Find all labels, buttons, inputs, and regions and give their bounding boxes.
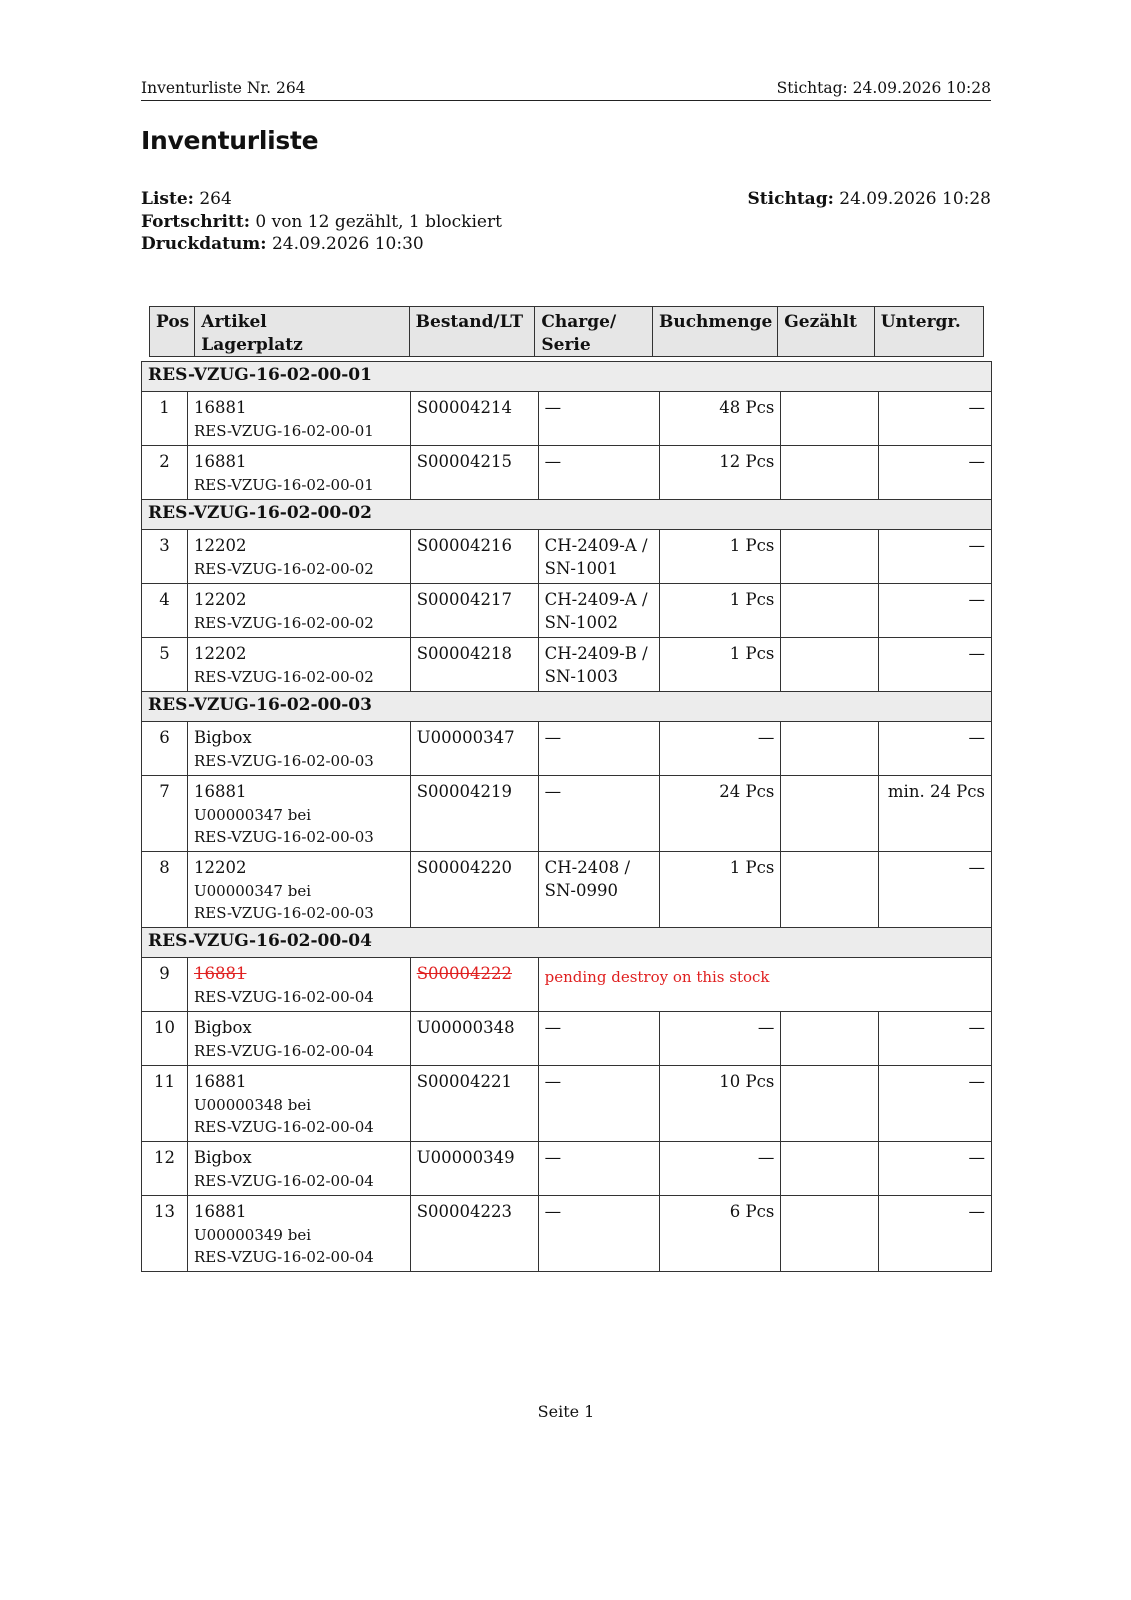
table-row (142, 392, 992, 446)
artikel-number: Bigbox (193, 728, 252, 747)
charge-line: CH-2408 / (544, 858, 631, 877)
inventory-table (141, 361, 992, 1272)
group-location: RES-VZUG-16-02-00-04 (142, 928, 992, 958)
bestand-cell: S00004222 (410, 958, 538, 1012)
pos-cell: 12 (142, 1142, 188, 1196)
artikel-number: 16881 (193, 782, 247, 801)
artikel-number: 12202 (193, 590, 247, 609)
meta-stichtag (748, 188, 991, 211)
gezaehlt-cell[interactable] (781, 1142, 879, 1196)
untergr-cell: — (879, 1012, 992, 1066)
bestand-cell: S00004221 (410, 1066, 538, 1142)
lagerplatz-line: RES-VZUG-16-02-00-03 (193, 828, 374, 846)
col-gezaehlt: Gezählt (778, 307, 874, 357)
charge-cell (538, 530, 659, 584)
charge-line: CH-2409-A / (544, 590, 648, 609)
table-row (142, 958, 992, 1012)
buchmenge-cell: — (659, 1142, 781, 1196)
table-row (142, 584, 992, 638)
artikel-cell (187, 1066, 410, 1142)
lagerplatz-line: RES-VZUG-16-02-00-02 (193, 559, 374, 578)
bestand-cell: U00000348 (410, 1012, 538, 1066)
charge-line: CH-2409-A / (544, 536, 648, 555)
pos-cell: 1 (142, 392, 188, 446)
col-artikel-label: Artikel (201, 312, 267, 332)
lagerplatz-line: U00000348 bei (193, 1095, 312, 1114)
buchmenge-cell: 1 Pcs (659, 530, 781, 584)
charge-line: — (544, 1072, 562, 1091)
buchmenge-cell: 1 Pcs (659, 638, 781, 692)
untergr-cell: — (879, 1142, 992, 1196)
charge-line: — (544, 398, 562, 417)
untergr-cell: — (879, 1196, 992, 1272)
artikel-number: 16881 (193, 1202, 247, 1221)
lagerplatz-line: RES-VZUG-16-02-00-03 (193, 904, 374, 922)
untergr-cell: — (879, 722, 992, 776)
artikel-cell (187, 776, 410, 852)
artikel-cell (187, 530, 410, 584)
pos-cell: 8 (142, 852, 188, 928)
table-row (142, 530, 992, 584)
pos-cell: 11 (142, 1066, 188, 1142)
artikel-number: 12202 (193, 536, 247, 555)
charge-cell (538, 446, 659, 500)
col-buchmenge: Buchmenge (652, 307, 777, 357)
page-number: Seite 1 (537, 1402, 595, 1421)
header-list-number: Inventurliste Nr. 264 (141, 79, 306, 97)
artikel-cell (187, 392, 410, 446)
bestand-cell: S00004216 (410, 530, 538, 584)
bestand-cell: U00000347 (410, 722, 538, 776)
charge-line: — (544, 728, 562, 747)
lagerplatz-line: U00000347 bei (193, 805, 312, 824)
serie-line: SN-0990 (544, 880, 618, 900)
bestand-cell: S00004217 (410, 584, 538, 638)
gezaehlt-cell[interactable] (781, 722, 879, 776)
serie-line: SN-1002 (544, 612, 618, 632)
table-row (142, 1142, 992, 1196)
bestand-cell: S00004220 (410, 852, 538, 928)
pos-cell: 13 (142, 1196, 188, 1272)
pos-cell: 5 (142, 638, 188, 692)
pos-cell: 7 (142, 776, 188, 852)
lagerplatz-line: RES-VZUG-16-02-00-01 (193, 475, 374, 494)
bestand-cell: U00000349 (410, 1142, 538, 1196)
artikel-number: 16881 (193, 1072, 247, 1091)
artikel-cell (187, 1142, 410, 1196)
header-stichtag: Stichtag: 24.09.2026 10:28 (776, 79, 991, 97)
meta-druckdatum-value: 24.09.2026 10:30 (271, 234, 424, 254)
untergr-cell: — (879, 584, 992, 638)
artikel-number: 16881 (193, 398, 247, 417)
lagerplatz-line: RES-VZUG-16-02-00-04 (193, 1118, 374, 1136)
buchmenge-cell: — (659, 1012, 781, 1066)
table-row (142, 1196, 992, 1272)
group-row (142, 928, 992, 958)
untergr-cell: — (879, 638, 992, 692)
artikel-number: 16881 (193, 452, 247, 471)
gezaehlt-cell[interactable] (781, 584, 879, 638)
gezaehlt-cell[interactable] (781, 638, 879, 692)
bestand-cell: S00004218 (410, 638, 538, 692)
col-pos: Pos (150, 307, 195, 357)
untergr-cell: min. 24 Pcs (879, 776, 992, 852)
buchmenge-cell: 48 Pcs (659, 392, 781, 446)
lagerplatz-line: U00000349 bei (193, 1225, 312, 1244)
table-row (142, 852, 992, 928)
artikel-number: Bigbox (193, 1148, 252, 1167)
lagerplatz-line: U00000347 bei (193, 881, 312, 900)
artikel-cell (187, 852, 410, 928)
group-location: RES-VZUG-16-02-00-02 (142, 500, 992, 530)
table-row (142, 1012, 992, 1066)
gezaehlt-cell[interactable] (781, 852, 879, 928)
pos-cell: 10 (142, 1012, 188, 1066)
meta-liste-value: 264 (199, 189, 232, 209)
meta-druckdatum-label: Druckdatum: (141, 234, 267, 254)
col-lagerplatz-label: Lagerplatz (201, 334, 303, 355)
group-row (142, 500, 992, 530)
col-bestand: Bestand/LT (409, 307, 535, 357)
col-artikel (195, 307, 409, 357)
charge-cell (538, 1066, 659, 1142)
charge-cell (538, 584, 659, 638)
lagerplatz-line: RES-VZUG-16-02-00-02 (193, 613, 374, 632)
gezaehlt-cell[interactable] (781, 776, 879, 852)
artikel-cell (187, 446, 410, 500)
untergr-cell: — (879, 530, 992, 584)
col-charge (535, 307, 653, 357)
running-header (141, 78, 991, 101)
blocked-message: pending destroy on this stock (538, 958, 991, 1012)
page-title: Inventurliste (141, 126, 319, 155)
gezaehlt-cell[interactable] (781, 1066, 879, 1142)
artikel-cell (187, 638, 410, 692)
charge-cell (538, 1142, 659, 1196)
lagerplatz-line: RES-VZUG-16-02-00-02 (193, 667, 374, 686)
buchmenge-cell: 1 Pcs (659, 584, 781, 638)
lagerplatz-line: RES-VZUG-16-02-00-03 (193, 751, 374, 770)
charge-cell (538, 852, 659, 928)
untergr-cell: — (879, 392, 992, 446)
bestand-cell: S00004215 (410, 446, 538, 500)
pos-cell: 2 (142, 446, 188, 500)
charge-cell (538, 638, 659, 692)
meta-stichtag-label: Stichtag: (747, 189, 834, 209)
pos-cell: 3 (142, 530, 188, 584)
meta-fortschritt-label: Fortschritt: (141, 211, 250, 232)
gezaehlt-cell[interactable] (781, 530, 879, 584)
col-charge-label: Charge/ (541, 312, 617, 332)
charge-line: — (544, 1148, 562, 1167)
gezaehlt-cell[interactable] (781, 1196, 879, 1272)
lagerplatz-line: RES-VZUG-16-02-00-01 (193, 421, 374, 440)
bestand-cell: S00004219 (410, 776, 538, 852)
group-location: RES-VZUG-16-02-00-01 (142, 362, 992, 392)
bestand-cell: S00004223 (410, 1196, 538, 1272)
buchmenge-cell: 10 Pcs (659, 1066, 781, 1142)
col-untergr: Untergr. (874, 307, 983, 357)
artikel-cell (187, 1196, 410, 1272)
buchmenge-cell: 1 Pcs (659, 852, 781, 928)
artikel-number: 12202 (193, 644, 247, 663)
charge-line: — (544, 1202, 562, 1221)
artikel-cell (187, 1012, 410, 1066)
charge-cell (538, 1196, 659, 1272)
serie-line: SN-1003 (544, 666, 618, 686)
meta-stichtag-value: 24.09.2026 10:28 (839, 189, 991, 209)
meta-liste-label: Liste: (141, 189, 194, 209)
untergr-cell: — (879, 1066, 992, 1142)
gezaehlt-cell[interactable] (781, 446, 879, 500)
table-row (142, 1066, 992, 1142)
charge-cell (538, 776, 659, 852)
column-header (149, 306, 984, 357)
untergr-cell: — (879, 852, 992, 928)
pos-cell: 4 (142, 584, 188, 638)
buchmenge-cell: 24 Pcs (659, 776, 781, 852)
table-row (142, 722, 992, 776)
col-serie-label: Serie (541, 334, 591, 355)
bestand-cell: S00004214 (410, 392, 538, 446)
buchmenge-cell: — (659, 722, 781, 776)
buchmenge-cell: 12 Pcs (659, 446, 781, 500)
table-row (142, 446, 992, 500)
group-row (142, 692, 992, 722)
pos-cell: 6 (142, 722, 188, 776)
charge-line: — (544, 1018, 562, 1037)
buchmenge-cell: 6 Pcs (659, 1196, 781, 1272)
artikel-number: 12202 (193, 858, 247, 877)
table-row (142, 776, 992, 852)
serie-line: SN-1001 (544, 558, 618, 578)
artikel-cell (187, 584, 410, 638)
meta-druckdatum (141, 233, 991, 256)
gezaehlt-cell[interactable] (781, 392, 879, 446)
artikel-cell (187, 722, 410, 776)
lagerplatz-line: RES-VZUG-16-02-00-04 (193, 1171, 374, 1190)
charge-cell (538, 392, 659, 446)
charge-line: — (544, 452, 562, 471)
untergr-cell: — (879, 446, 992, 500)
group-row (142, 362, 992, 392)
lagerplatz-line: RES-VZUG-16-02-00-04 (193, 987, 374, 1006)
lagerplatz-line: RES-VZUG-16-02-00-04 (193, 1248, 374, 1266)
table-row (142, 638, 992, 692)
charge-line: CH-2409-B / (544, 644, 648, 663)
gezaehlt-cell[interactable] (781, 1012, 879, 1066)
pos-cell: 9 (142, 958, 188, 1012)
artikel-cell (187, 958, 410, 1012)
lagerplatz-line: RES-VZUG-16-02-00-04 (193, 1041, 374, 1060)
group-location: RES-VZUG-16-02-00-03 (142, 692, 992, 722)
charge-cell (538, 722, 659, 776)
meta-fortschritt-value: 0 von 12 gezählt, 1 blockiert (255, 211, 502, 232)
charge-cell (538, 1012, 659, 1066)
charge-line: — (544, 782, 562, 801)
artikel-number: Bigbox (193, 1018, 252, 1037)
artikel-number: 16881 (193, 964, 247, 983)
meta-fortschritt (141, 211, 991, 234)
meta-block (141, 188, 991, 256)
